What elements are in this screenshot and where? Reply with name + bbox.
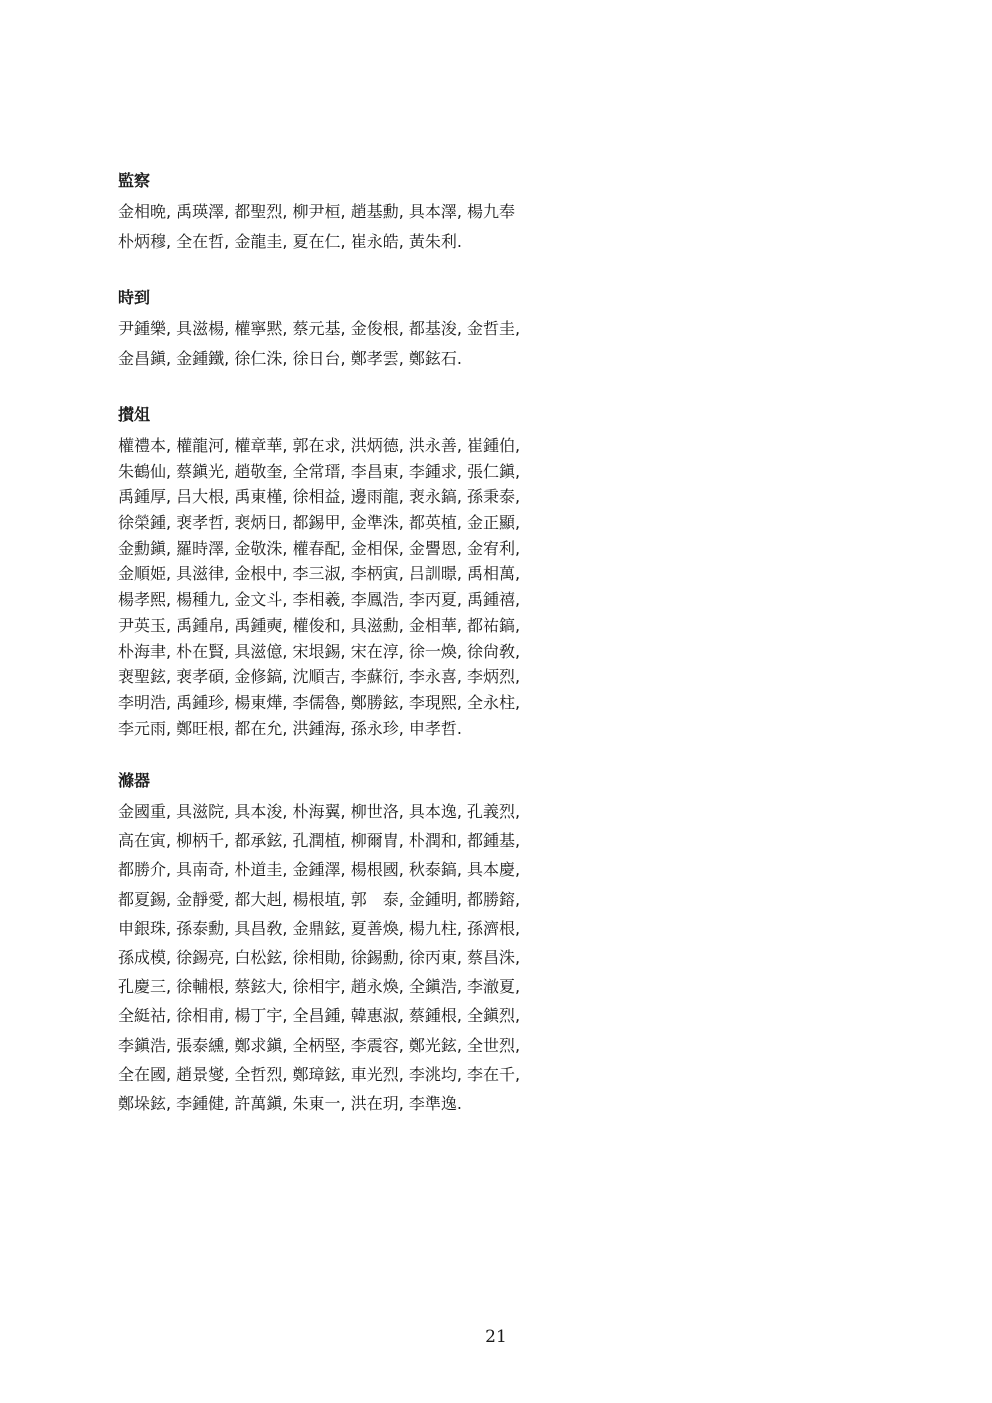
name-list-line: 都夏錫, 金靜愛, 都大赳, 楊根埴, 郭 泰, 金鍾明, 都勝鎔, [118, 889, 521, 909]
section-gamchal [118, 170, 638, 261]
name-list-line: 朴炳穆, 全在哲, 金龍圭, 夏在仁, 崔永皓, 黃朱利. [118, 232, 462, 251]
name-list-line: 全綎祜, 徐相甫, 楊丁宇, 全昌鍾, 韓惠淑, 蔡鍾根, 全鎭烈, [118, 1006, 521, 1026]
name-list-line: 尹鍾樂, 具滋楊, 權寧黙, 蔡元基, 金俊根, 都基浚, 金哲圭, [118, 319, 521, 338]
name-list-line: 徐榮鍾, 裵孝哲, 裵炳日, 都錫甲, 金準洙, 都英植, 金正顯, [118, 513, 521, 533]
name-list-line: 朴海聿, 朴在賢, 具滋億, 宋垠錫, 宋在淳, 徐一煥, 徐尙敎, [118, 641, 521, 661]
page-number: 21 [485, 1327, 507, 1347]
name-list-line: 尹英玉, 禹鍾帛, 禹鍾奭, 權俊和, 具滋勳, 金相華, 都祐鎬, [118, 615, 521, 635]
name-list-line: 金昌鎭, 金鍾鐵, 徐仁洙, 徐日台, 鄭孝雲, 鄭鉉石. [118, 349, 462, 368]
name-list-line: 都勝介, 具南奇, 朴道圭, 金鍾澤, 楊根國, 秋泰鎬, 具本慶, [118, 860, 521, 880]
section-heading: 滌器 [118, 771, 151, 790]
section-chanjo [118, 404, 638, 743]
name-list-line: 高在寅, 柳柄千, 都承鉉, 孔潤植, 柳爾冑, 朴潤和, 都鍾基, [118, 831, 521, 851]
name-list-line: 金國重, 具滋院, 具本浚, 朴海翼, 柳世洛, 具本逸, 孔義烈, [118, 802, 521, 821]
name-list-line: 鄭垛鉉, 李鍾健, 許萬鎭, 朱東一, 洪在玥, 李準逸. [118, 1093, 462, 1113]
name-list-line: 金順姫, 具滋律, 金根中, 李三淑, 李柄寅, 吕訓暻, 禹相萬, [118, 564, 521, 584]
name-list-line: 楊孝熙, 楊種九, 金文斗, 李相羲, 李鳳浩, 李丙夏, 禹鍾禧, [118, 590, 521, 610]
section-heading: 攅俎 [118, 405, 151, 424]
name-list-line: 李鎭浩, 張泰纁, 鄭求鎭, 全柄堅, 李震容, 鄭光鉉, 全世烈, [118, 1035, 521, 1055]
name-list-line: 朱鶴仙, 蔡鎭光, 趙敬奎, 全常瑨, 李昌東, 李鍾求, 張仁鎭, [118, 461, 521, 481]
name-list-line: 金相晩, 禹瑛澤, 都聖烈, 柳尹桓, 趙基勳, 具本澤, 楊九奉 [118, 202, 516, 221]
name-list-line: 裵聖鉉, 裵孝碩, 金修鎬, 沈順吉, 李蘇衍, 李永喜, 李炳烈, [118, 667, 521, 687]
section-sido [118, 287, 638, 378]
name-list-line: 李元雨, 鄭旺根, 都在允, 洪鍾海, 孫永珍, 申孝哲. [118, 718, 462, 738]
name-list-line: 禹鍾厚, 吕大根, 禹東槿, 徐相益, 邊雨龍, 裵永鎬, 孫秉泰, [118, 487, 521, 507]
name-list-line: 權禮本, 權龍河, 權章華, 郭在求, 洪炳德, 洪永善, 崔鍾伯, [118, 436, 521, 455]
section-cheokgi [118, 770, 638, 1122]
name-list-line: 孔慶三, 徐輔根, 蔡鉉大, 徐相宇, 趙永煥, 全鎭浩, 李澈夏, [118, 977, 521, 997]
name-list-line: 金勳鎭, 羅時澤, 金敬洙, 權春配, 金相保, 金譻恩, 金宥利, [118, 538, 521, 558]
name-list-line: 申銀珠, 孫泰勳, 具昌敎, 金鼎鉉, 夏善煥, 楊九柱, 孫濟根, [118, 918, 521, 938]
name-list-line: 孫成模, 徐錫亮, 白松鉉, 徐相勛, 徐錫勳, 徐丙東, 蔡昌洙, [118, 947, 521, 967]
section-heading: 監察 [118, 171, 151, 190]
name-list-line: 李明浩, 禹鍾珍, 楊東燁, 李儒魯, 鄭勝鉉, 李現熙, 全永柱, [118, 692, 521, 712]
name-list-line: 全在國, 趙景燮, 全哲烈, 鄭璋鉉, 車光烈, 李洮均, 李在千, [118, 1064, 521, 1084]
section-heading: 時到 [118, 288, 151, 307]
